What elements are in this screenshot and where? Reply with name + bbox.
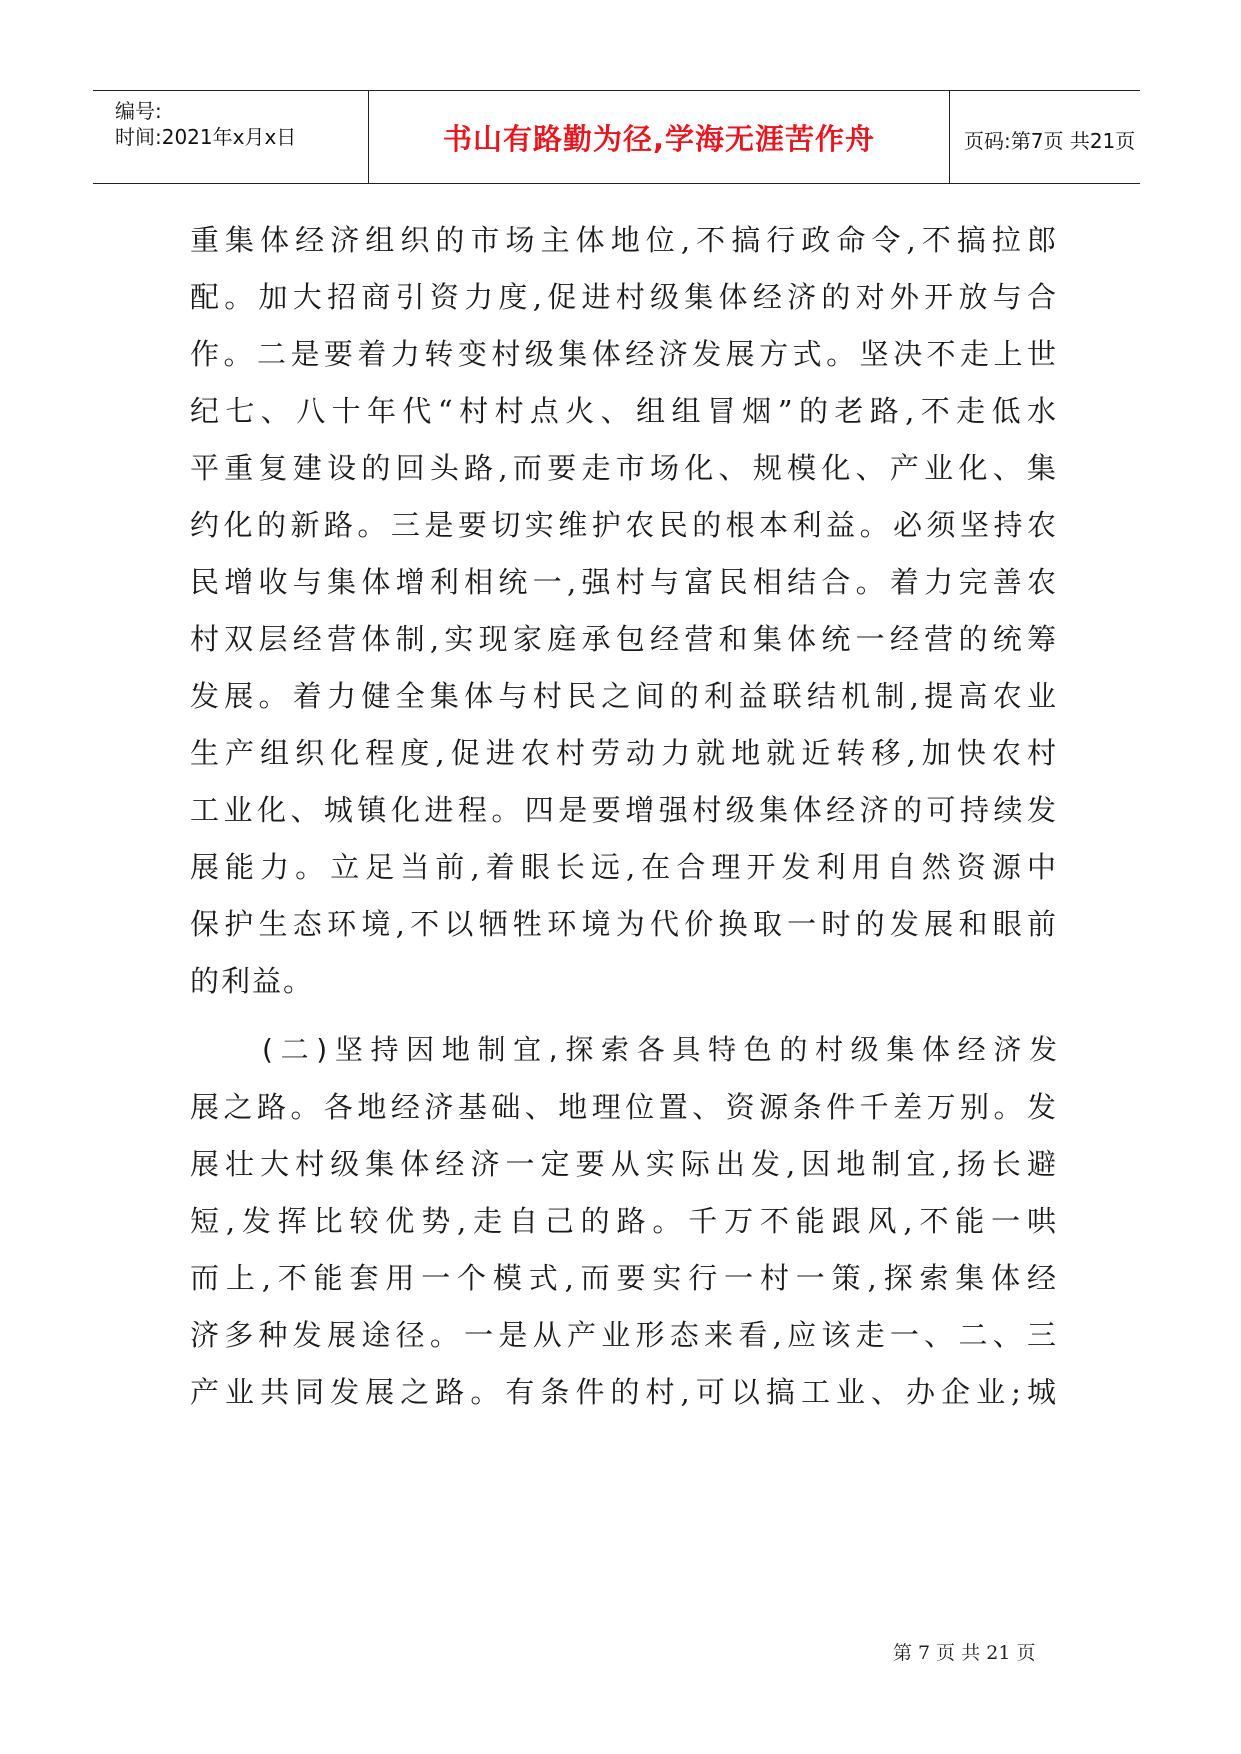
header-page-code: 页码:第7页 共21页: [964, 129, 1136, 153]
body-line: 配。加大招商引资力度,促进村级集体经济的对外开放与合: [190, 280, 1058, 314]
body-line: 发展。着力健全集体与村民之间的利益联结机制,提高农业: [190, 679, 1058, 713]
body-line: 而上,不能套用一个模式,而要实行一村一策,探索集体经: [190, 1261, 1058, 1295]
header-motto: 书山有路勤为径,学海无涯苦作舟: [442, 122, 876, 156]
section-heading-line: (二)坚持因地制宜,探索各具特色的村级集体经济发: [262, 1033, 1058, 1066]
body-line: 重集体经济组织的市场主体地位,不搞行政命令,不搞拉郎: [190, 223, 1058, 257]
header-meta: [93, 91, 368, 183]
body-line: 保护生态环境,不以牺牲环境为代价换取一时的发展和眼前: [190, 907, 1058, 941]
body-line: 展壮大村级集体经济一定要从实际出发,因地制宜,扬长避: [190, 1147, 1058, 1181]
body-line: 纪七、八十年代“村村点火、组组冒烟”的老路,不走低水: [190, 394, 1058, 428]
body-line: 村双层经营体制,实现家庭承包经营和集体统一经营的统筹: [190, 622, 1058, 656]
document-number-label: 编号:: [115, 99, 162, 123]
body-line: 工业化、城镇化进程。四是要增强村级集体经济的可持续发: [190, 793, 1058, 827]
body-line: 展之路。各地经济基础、地理位置、资源条件千差万别。发: [190, 1090, 1058, 1124]
body-line: 短,发挥比较优势,走自己的路。千万不能跟风,不能一哄: [190, 1204, 1058, 1238]
page-footer-number: 第 7 页 共 21 页: [893, 1642, 1036, 1664]
document-time-label: 时间:2021年x月x日: [115, 125, 297, 149]
body-line: 作。二是要着力转变村级集体经济发展方式。坚决不走上世: [190, 337, 1058, 371]
body-line: 民增收与集体增利相统一,强村与富民相结合。着力完善农: [190, 565, 1058, 599]
header-page-cell: [950, 91, 1140, 183]
body-line: 展能力。立足当前,着眼长远,在合理开发利用自然资源中: [190, 850, 1058, 884]
header-motto-cell: [368, 91, 950, 183]
body-line: 平重复建设的回头路,而要走市场化、规模化、产业化、集: [190, 451, 1058, 485]
body-line: 产业共同发展之路。有条件的村,可以搞工业、办企业;城: [190, 1375, 1058, 1409]
body-line: 的利益。: [190, 964, 315, 998]
body-line: 约化的新路。三是要切实维护农民的根本利益。必须坚持农: [190, 508, 1058, 542]
body-line: 生产组织化程度,促进农村劳动力就地就近转移,加快农村: [190, 736, 1058, 770]
body-line: 济多种发展途径。一是从产业形态来看,应该走一、二、三: [190, 1318, 1058, 1352]
page-header: [93, 90, 1140, 184]
